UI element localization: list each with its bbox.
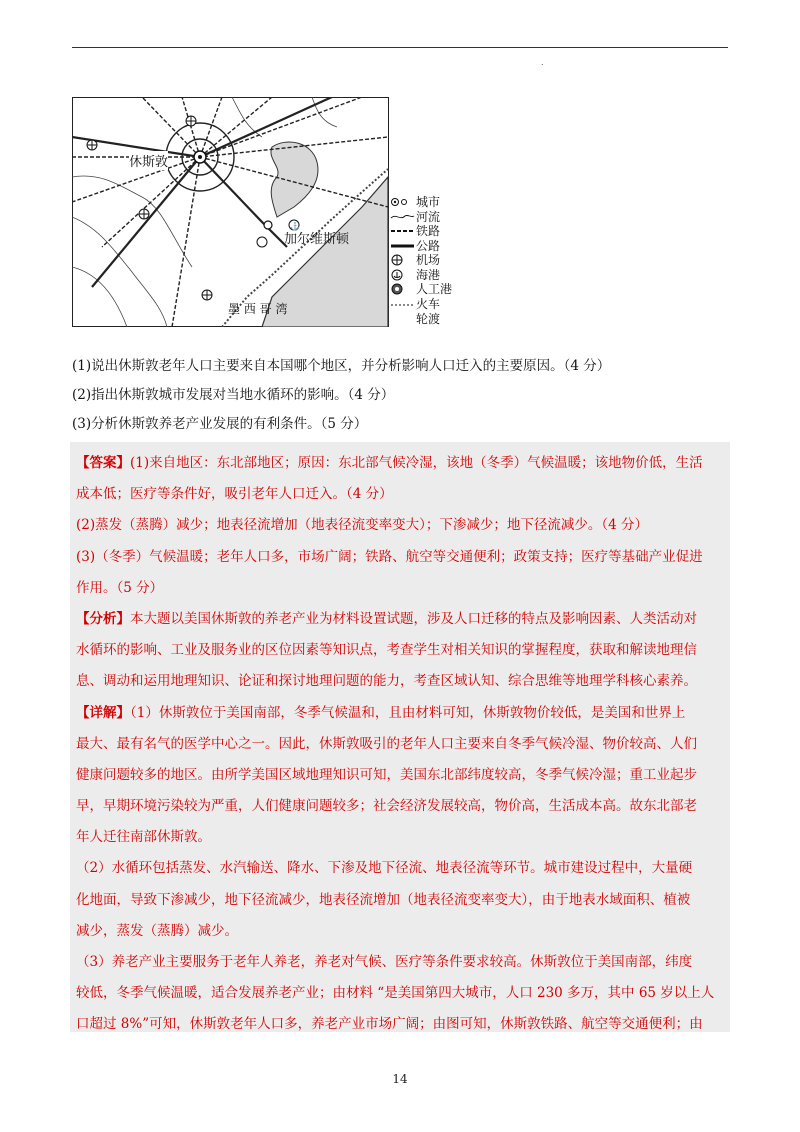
- map-gulf-label: 墨 西 哥 湾: [228, 302, 288, 316]
- train-ferry-icon: [390, 297, 416, 309]
- legend-item: 公路: [390, 239, 470, 254]
- map-legend: [390, 195, 470, 327]
- answer-line: (3)（冬季）气候温暖；老年人口多，市场广阔；铁路、航空等交通便利；政策支持；医疗等基础产业促进: [76, 548, 703, 565]
- analysis-line: 息、调动和运用地理知识、论证和探讨地理问题的能力，考查区域认知、综合思维等地理学科核心素养。: [76, 673, 697, 690]
- river-icon: [390, 211, 416, 223]
- question-2: (2)指出休斯敦城市发展对当地水循环的影响。（4 分）: [72, 387, 395, 403]
- detail-line: 年人迁往南部休斯敦。: [76, 829, 211, 846]
- legend-item: 城市: [390, 195, 470, 210]
- answer-line: 成本低；医疗等条件好，吸引老年人口迁入。（4 分）: [76, 486, 393, 503]
- analysis-tag: 【分析】: [76, 610, 130, 627]
- detail-line: 化地面，导致下渗减少，地下径流减少，地表径流增加（地表径流变率变大），由于地表水域面积、植被: [76, 891, 691, 908]
- analysis-line: 【分析】本大题以美国休斯敦的养老产业为材料设置试题，涉及人口迁移的特点及影响因素、人类活动对: [76, 610, 697, 627]
- legend-item: 人工港: [390, 282, 470, 297]
- city-icon: [390, 196, 416, 208]
- airport-icon: [390, 254, 416, 266]
- header-rule: [72, 47, 728, 48]
- legend-item: 机场: [390, 253, 470, 268]
- header-mark: .: [541, 58, 544, 67]
- houston-map: [72, 97, 389, 327]
- detail-line: 健康问题较多的地区。由所学美国区域地理知识可知，美国东北部纬度较高，冬季气候冷湿；重工业起步: [76, 766, 697, 783]
- railway-icon: [390, 225, 416, 237]
- detail-line: 减少，蒸发（蒸腾）减少。: [76, 922, 238, 939]
- detail-line: （2）水循环包括蒸发、水汽输送、降水、下渗及地下径流、地表径流等环节。城市建设过程中，大量硬: [76, 860, 693, 877]
- seaport-icon: [390, 269, 416, 281]
- page-number: 14: [392, 1072, 408, 1086]
- answer-text: [76, 448, 728, 1041]
- houston-map-figure: [72, 97, 472, 333]
- answer-line: (2)蒸发（蒸腾）减少；地表径流增加（地表径流变率变大）；下渗减少；地下径流减少。（4 分）: [76, 517, 649, 534]
- detail-line: 较低，冬季气候温暖，适合发展养老产业；由材料 “是美国第四大城市，人口 230 多万，其中 65 岁以上人: [76, 985, 715, 1002]
- answer-line: 作用。（5 分）: [76, 579, 164, 596]
- analysis-line: 水循环的影响、工业及服务业的区位因素等知识点，考查学生对相关知识的掌握程度，获取和解读地理信: [76, 642, 697, 659]
- map-city-label: 休斯敦: [129, 151, 168, 170]
- question-list: [72, 358, 728, 445]
- detail-tag: 【详解】: [76, 704, 130, 721]
- detail-line: 最大、最有名气的医学中心之一。因此，休斯敦吸引的老年人口主要来自冬季气候冷湿、物价较高、人们: [76, 735, 697, 752]
- detail-line: 【详解】（1）休斯敦位于美国南部，冬季气候温和，且由材料可知，休斯敦物价较低，是美国和世界上: [76, 704, 686, 721]
- legend-item: 河流: [390, 210, 470, 225]
- answer-section: [70, 442, 730, 1032]
- answer-tag: 【答案】: [76, 455, 130, 471]
- legend-item: 铁路: [390, 224, 470, 239]
- legend-item: 火车轮渡: [390, 297, 470, 327]
- highway-icon: [390, 240, 416, 252]
- artificial-port-icon: [390, 283, 416, 295]
- question-3: (3)分析休斯敦养老产业发展的有利条件。（5 分）: [72, 416, 368, 432]
- detail-line: 口超过 8%”可知，休斯敦老年人口多，养老产业市场广阔；由图可知，休斯敦铁路、航空等交通便利；由: [76, 1016, 703, 1033]
- map-port-label: 加尔维斯顿: [284, 232, 350, 247]
- question-1: (1)说出休斯敦老年人口主要来自本国哪个地区，并分析影响人口迁入的主要原因。（4 分）: [72, 358, 611, 374]
- svg-text:⚓: ⚓: [290, 222, 300, 231]
- answer-line: 【答案】(1)来自地区：东北部地区；原因：东北部气候冷湿，该地（冬季）气候温暖；该地物价低，生活: [76, 455, 703, 471]
- detail-line: 早，早期环境污染较为严重，人们健康问题较多；社会经济发展较高，物价高，生活成本高。故东北部老: [76, 798, 697, 815]
- detail-line: （3）养老产业主要服务于老年人养老，养老对气候、医疗等条件要求较高。休斯敦位于美国南部，纬度: [76, 954, 693, 970]
- legend-item: 海港: [390, 268, 470, 283]
